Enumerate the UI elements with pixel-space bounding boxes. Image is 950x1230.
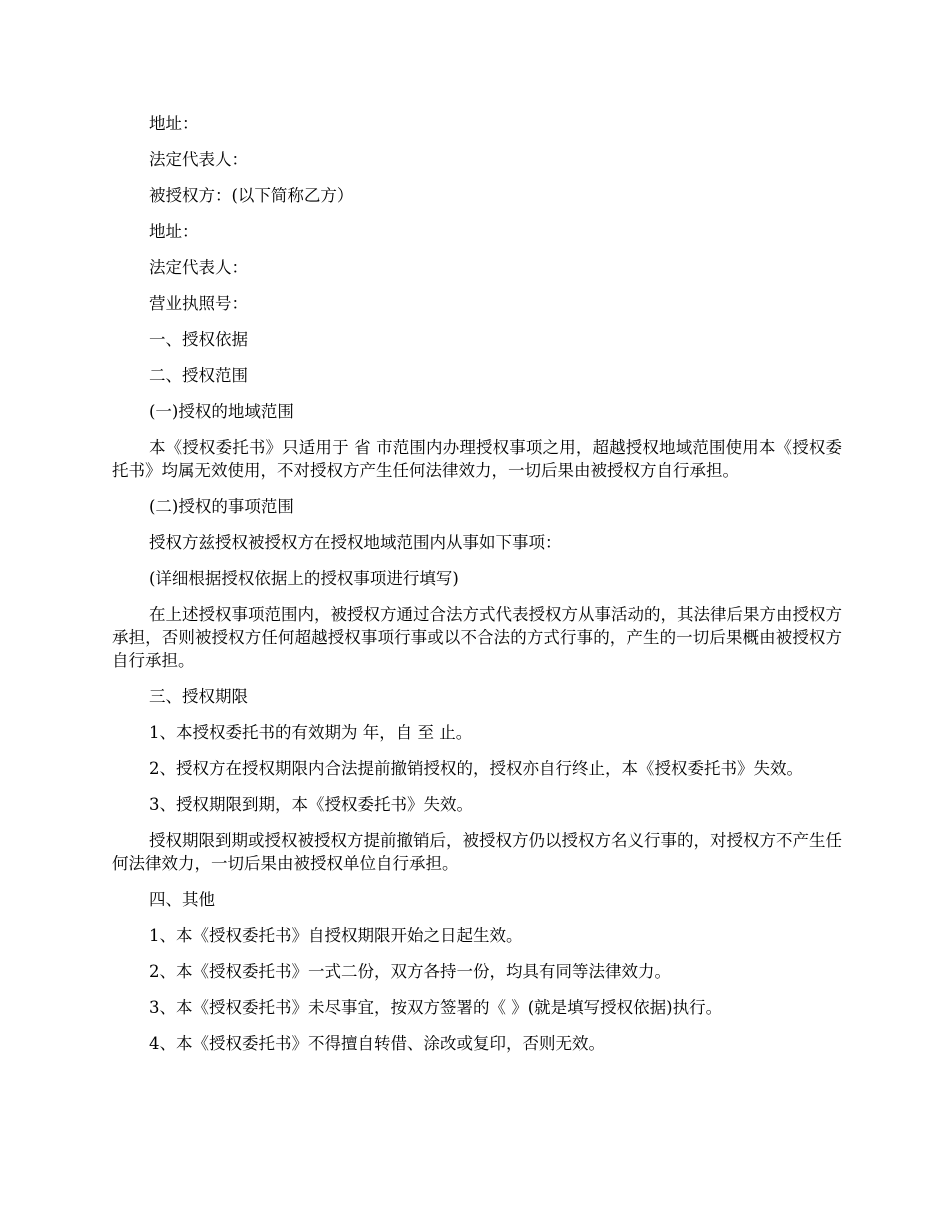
section-heading-basis: 一、授权依据 bbox=[149, 330, 248, 349]
section-heading-other: 四、其他 bbox=[149, 890, 215, 909]
term-expiry-paragraph: 授权期限到期或授权被授权方提前撤销后，被授权方仍以授权方名义行事的，对授权方不产生任何法律效力，一切后果由被授权单位自行承担。 bbox=[112, 831, 842, 873]
legal-consequence-paragraph: 在上述授权事项范围内，被授权方通过合法方式代表授权方从事活动的，其法律后果方由授权方承担，否则被授权方任何超越授权事项行事或以不合法的方式行事的，产生的一切后果概由被授权方自行承担。 bbox=[112, 605, 842, 670]
subsection-heading-region: (一)授权的地域范围 bbox=[149, 402, 294, 421]
address-line: 地址： bbox=[149, 114, 199, 133]
other-item-3: 3、本《授权委托书》未尽事宜，按双方签署的《 》(就是填写授权依据)执行。 bbox=[149, 998, 723, 1017]
section-heading-term: 三、授权期限 bbox=[149, 687, 248, 706]
legal-representative-line: 法定代表人： bbox=[149, 150, 248, 169]
region-scope-paragraph: 本《授权委托书》只适用于 省 市范围内办理授权事项之用，超越授权地域范围使用本《授权委托书》均属无效使用，不对授权方产生任何法律效力，一切后果由被授权方自行承担。 bbox=[112, 438, 842, 480]
term-item-3: 3、授权期限到期，本《授权委托书》失效。 bbox=[149, 795, 473, 814]
document-body bbox=[112, 112, 842, 1068]
section-heading-scope: 二、授权范围 bbox=[149, 366, 248, 385]
matters-note-paragraph: (详细根据授权依据上的授权事项进行填写) bbox=[149, 569, 459, 588]
authorized-address-line: 地址： bbox=[149, 222, 199, 241]
other-item-1: 1、本《授权委托书》自授权期限开始之日起生效。 bbox=[149, 926, 523, 945]
subsection-heading-matters: (二)授权的事项范围 bbox=[149, 497, 294, 516]
business-license-line: 营业执照号： bbox=[149, 294, 248, 313]
other-item-2: 2、本《授权委托书》一式二份，双方各持一份，均具有同等法律效力。 bbox=[149, 962, 671, 981]
other-item-4: 4、本《授权委托书》不得擅自转借、涂改或复印，否则无效。 bbox=[149, 1034, 605, 1053]
term-item-2: 2、授权方在授权期限内合法提前撤销授权的，授权亦自行终止，本《授权委托书》失效。 bbox=[149, 759, 803, 778]
matters-intro-paragraph: 授权方兹授权被授权方在授权地域范围内从事如下事项： bbox=[149, 533, 562, 552]
authorized-legal-representative-line: 法定代表人： bbox=[149, 258, 248, 277]
authorized-party-line: 被授权方：(以下简称乙方） bbox=[149, 186, 354, 205]
term-item-1: 1、本授权委托书的有效期为 年，自 至 止。 bbox=[149, 723, 473, 742]
